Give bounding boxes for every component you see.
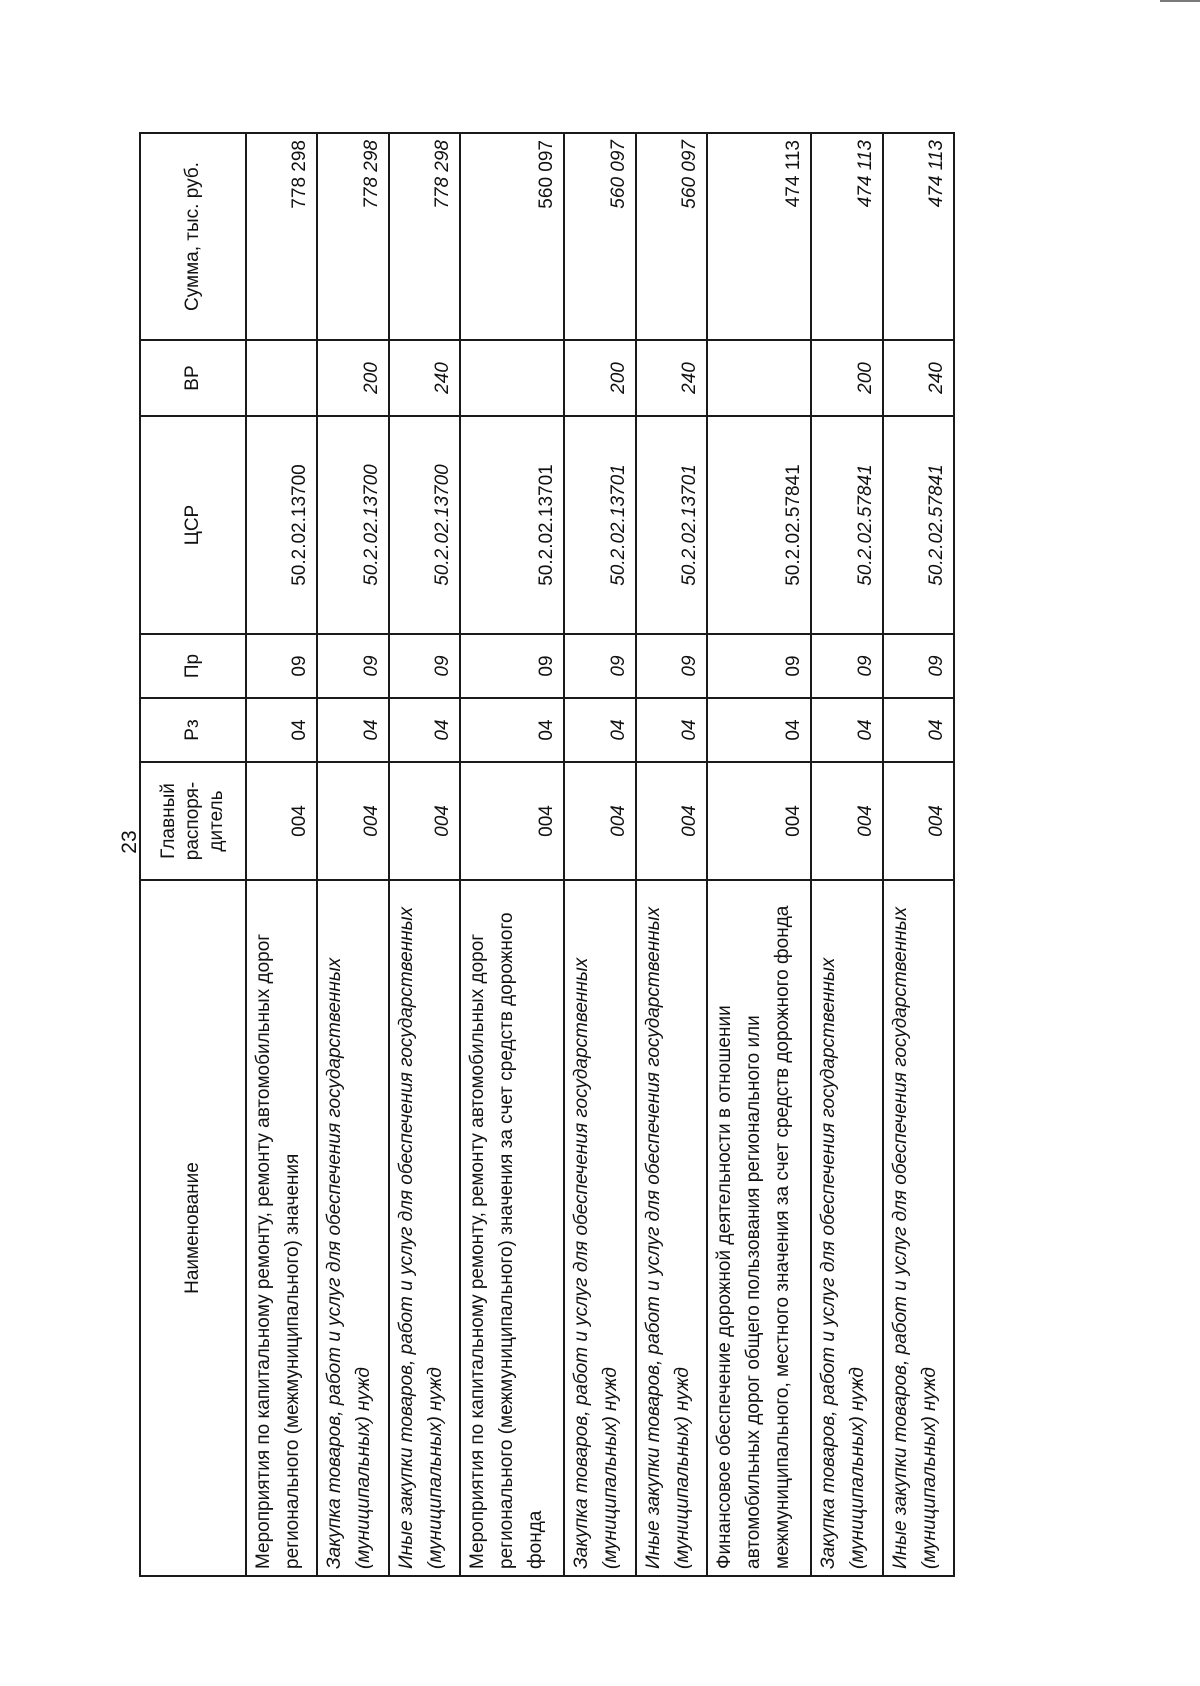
- cell-name: Закупка товаров, работ и услуг для обеспечения государственных (муниципальных) нужд: [564, 880, 635, 1576]
- cell-pr: 09: [246, 634, 317, 698]
- cell-vr: 240: [636, 340, 707, 416]
- cell-vr: 240: [883, 340, 955, 416]
- cell-name: Закупка товаров, работ и услуг для обеспечения государственных (муниципальных) нужд: [811, 880, 882, 1576]
- cell-vr: 200: [564, 340, 635, 416]
- cell-csr: 50.2.02.13701: [460, 416, 564, 634]
- cell-vr: [460, 340, 564, 416]
- header-pr: Пр: [140, 634, 246, 698]
- cell-grbs: 004: [389, 762, 460, 880]
- cell-rz: 04: [389, 698, 460, 762]
- header-sum: Сумма, тыс. руб.: [140, 133, 246, 340]
- cell-rz: 04: [883, 698, 955, 762]
- cell-pr: 09: [883, 634, 955, 698]
- header-name: Наименование: [140, 880, 246, 1576]
- cell-grbs: 004: [636, 762, 707, 880]
- table-row: [636, 133, 707, 1576]
- cell-name: Иные закупки товаров, работ и услуг для обеспечения государственных (муниципальных) нужд: [636, 880, 707, 1576]
- cell-csr: 50.2.02.13701: [564, 416, 635, 634]
- cell-pr: 09: [636, 634, 707, 698]
- cell-grbs: 004: [564, 762, 635, 880]
- scan-edge-line: [1160, 0, 1200, 2]
- cell-sum: 560 097: [564, 133, 635, 340]
- cell-grbs: 004: [246, 762, 317, 880]
- budget-table-wrapper: [139, 134, 955, 1577]
- cell-pr: 09: [811, 634, 882, 698]
- cell-sum: 560 097: [460, 133, 564, 340]
- cell-sum: 474 113: [707, 133, 811, 340]
- cell-pr: 09: [564, 634, 635, 698]
- cell-grbs: 004: [460, 762, 564, 880]
- cell-rz: 04: [707, 698, 811, 762]
- cell-csr: 50.2.02.57841: [883, 416, 955, 634]
- table-row: [811, 133, 882, 1576]
- cell-csr: 50.2.02.13701: [636, 416, 707, 634]
- header-rz: Рз: [140, 698, 246, 762]
- table-row: [460, 133, 564, 1576]
- cell-csr: 50.2.02.13700: [389, 416, 460, 634]
- cell-sum: 474 113: [811, 133, 882, 340]
- cell-rz: 04: [811, 698, 882, 762]
- cell-rz: 04: [460, 698, 564, 762]
- budget-table: [139, 132, 955, 1577]
- table-row: [564, 133, 635, 1576]
- table-row: [883, 133, 955, 1576]
- cell-sum: 560 097: [636, 133, 707, 340]
- cell-name: Иные закупки товаров, работ и услуг для обеспечения государственных (муниципальных) нужд: [389, 880, 460, 1576]
- cell-rz: 04: [246, 698, 317, 762]
- cell-pr: 09: [460, 634, 564, 698]
- cell-sum: 778 298: [317, 133, 388, 340]
- table-row: [246, 133, 317, 1576]
- header-csr: ЦСР: [140, 416, 246, 634]
- cell-grbs: 004: [883, 762, 955, 880]
- cell-pr: 09: [317, 634, 388, 698]
- cell-pr: 09: [389, 634, 460, 698]
- cell-vr: [246, 340, 317, 416]
- header-grbs: Главный распоря-дитель: [140, 762, 246, 880]
- cell-csr: 50.2.02.57841: [811, 416, 882, 634]
- cell-csr: 50.2.02.57841: [707, 416, 811, 634]
- table-row: [317, 133, 388, 1576]
- cell-csr: 50.2.02.13700: [317, 416, 388, 634]
- cell-sum: 474 113: [883, 133, 955, 340]
- cell-pr: 09: [707, 634, 811, 698]
- cell-name: Иные закупки товаров, работ и услуг для обеспечения государственных (муниципальных) нужд: [883, 880, 955, 1576]
- table-header-row: [140, 133, 246, 1576]
- header-vr: ВР: [140, 340, 246, 416]
- cell-grbs: 004: [317, 762, 388, 880]
- cell-rz: 04: [564, 698, 635, 762]
- table-row: [707, 133, 811, 1576]
- cell-vr: [707, 340, 811, 416]
- cell-grbs: 004: [811, 762, 882, 880]
- cell-csr: 50.2.02.13700: [246, 416, 317, 634]
- cell-grbs: 004: [707, 762, 811, 880]
- cell-sum: 778 298: [246, 133, 317, 340]
- cell-name: Закупка товаров, работ и услуг для обеспечения государственных (муниципальных) нужд: [317, 880, 388, 1576]
- cell-rz: 04: [636, 698, 707, 762]
- cell-rz: 04: [317, 698, 388, 762]
- table-row: [389, 133, 460, 1576]
- cell-sum: 778 298: [389, 133, 460, 340]
- cell-vr: 200: [317, 340, 388, 416]
- cell-name: Мероприятия по капитальному ремонту, ремонту автомобильных дорог регионального (межмуниципального) значения за счет средств дорожного фонда: [460, 880, 564, 1576]
- page-number: 23: [118, 830, 141, 854]
- cell-vr: 240: [389, 340, 460, 416]
- cell-name: Мероприятия по капитальному ремонту, ремонту автомобильных дорог регионального (межмуниципального) значения: [246, 880, 317, 1576]
- cell-vr: 200: [811, 340, 882, 416]
- cell-name: Финансовое обеспечение дорожной деятельности в отношении автомобильных дорог общего пользования регионального или межмуниципального, местного значения за счет средств дорожного фонда: [707, 880, 811, 1576]
